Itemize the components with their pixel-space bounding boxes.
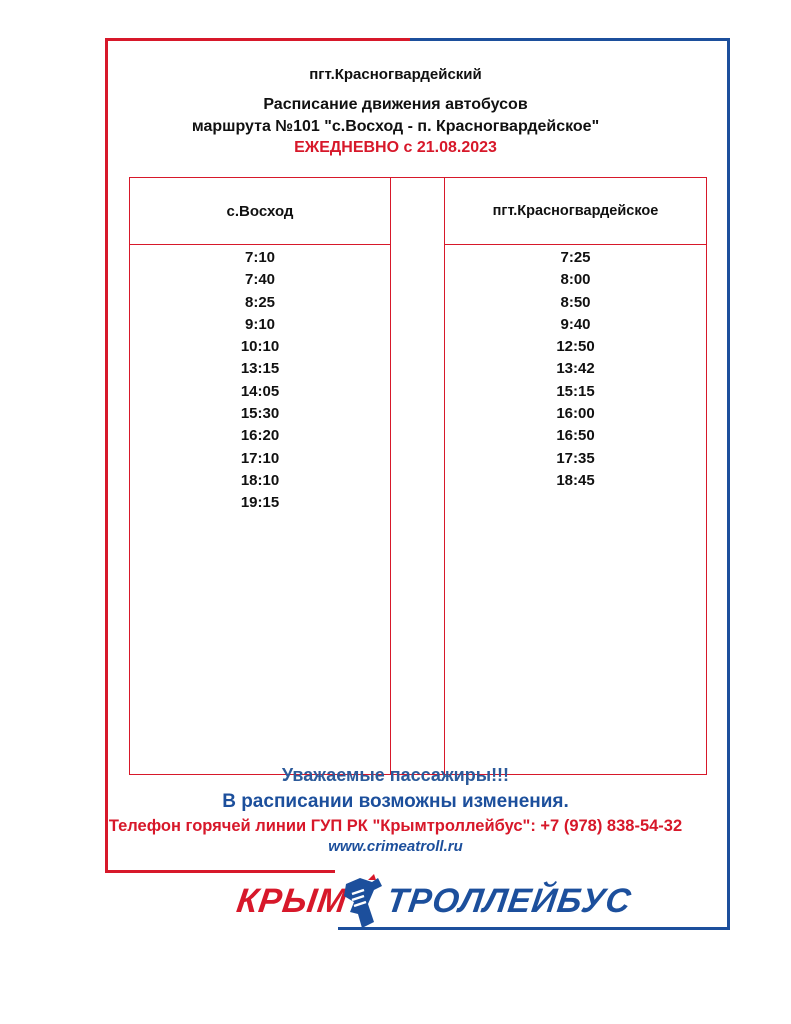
frame-top-blue-line xyxy=(410,38,730,41)
town-title: пгт.Красногвардейский xyxy=(309,66,482,83)
schedule-column-separator xyxy=(390,177,445,775)
departure-time: 19:15 xyxy=(240,494,280,512)
departure-time: 17:35 xyxy=(556,449,595,467)
frame-left-red-line xyxy=(105,38,108,873)
departure-time: 17:10 xyxy=(240,449,280,467)
website-link[interactable]: www.crimeatroll.ru xyxy=(328,838,463,855)
departure-time: 14:05 xyxy=(240,382,280,400)
departure-time: 8:25 xyxy=(244,293,276,311)
departure-time: 7:25 xyxy=(560,249,591,266)
logo-text-trolleybus: ТРОЛЛЕЙБУС xyxy=(384,882,634,920)
frame-bottom-red-line xyxy=(105,870,335,873)
departure-time: 15:30 xyxy=(240,405,280,423)
griffin-emblem-icon xyxy=(338,874,388,930)
column-header-krasnogvardeyskoe: пгт.Красногвардейское xyxy=(445,178,706,245)
departure-time: 16:20 xyxy=(240,427,280,445)
departure-time: 10:10 xyxy=(240,338,280,356)
departure-time: 13:42 xyxy=(556,360,595,378)
change-notice: В расписании возможны изменения. xyxy=(222,791,569,812)
departure-time: 8:00 xyxy=(560,271,591,289)
schedule-title: Расписание движения автобусов xyxy=(263,96,528,113)
departure-time: 9:10 xyxy=(244,315,276,333)
hotline-phone: Телефон горячей линии ГУП РК "Крымтроллейбус": +7 (978) 838-54-32 xyxy=(108,817,683,835)
route-title: маршрута №101 "с.Восход - п. Красногвардейское" xyxy=(191,118,600,135)
schedule-column-krasnogvardeyskoe xyxy=(444,177,707,775)
frame-top-red-line xyxy=(105,38,410,41)
departure-time: 16:50 xyxy=(556,427,595,445)
departure-time: 15:15 xyxy=(556,382,595,400)
departure-time: 18:45 xyxy=(556,471,595,489)
departure-time: 8:50 xyxy=(560,293,591,311)
departure-time: 16:00 xyxy=(556,405,595,423)
crimeatroll-logo xyxy=(234,874,634,930)
passenger-greeting: Уважаемые пассажиры!!! xyxy=(281,765,510,785)
departure-time: 18:10 xyxy=(240,471,280,489)
schedule-column-voskhod xyxy=(129,177,391,775)
departure-time: 7:10 xyxy=(244,249,276,266)
departure-time: 7:40 xyxy=(244,271,276,289)
departure-list-voskhod xyxy=(130,245,390,515)
validity-notice: ЕЖЕДНЕВНО с 21.08.2023 xyxy=(294,139,497,156)
departure-list-krasnogvardeyskoe xyxy=(445,245,706,492)
departure-time: 12:50 xyxy=(556,338,595,356)
logo-underline xyxy=(338,927,730,930)
departure-time: 13:15 xyxy=(240,360,280,378)
departure-time: 9:40 xyxy=(560,315,591,333)
logo-text-krym: КРЫМ xyxy=(234,882,350,920)
column-header-voskhod: с.Восход xyxy=(130,178,390,245)
